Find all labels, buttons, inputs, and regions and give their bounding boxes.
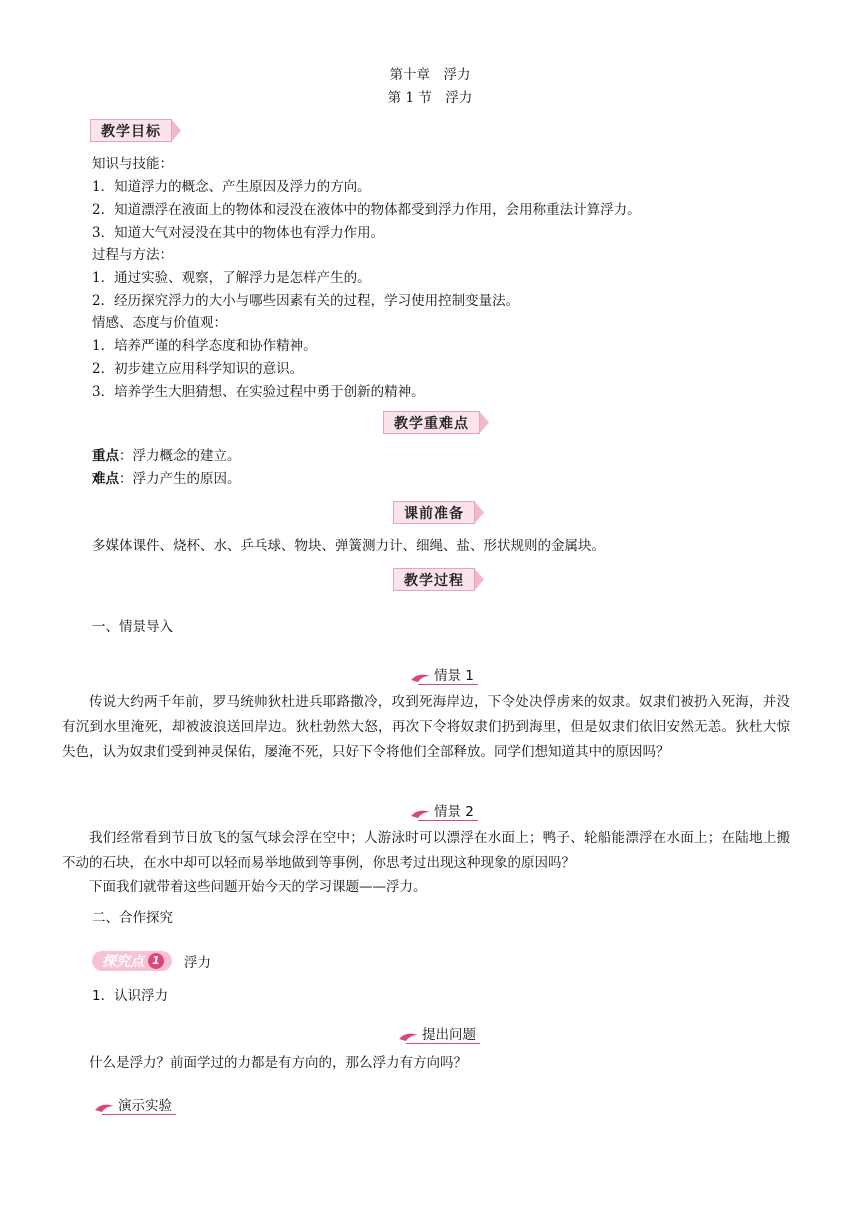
badge-process-label: 教学过程	[393, 568, 475, 591]
badge-prep	[393, 501, 485, 524]
question-paragraph: 什么是浮力？前面学过的力都是有方向的，那么浮力有方向吗？	[89, 1055, 467, 1071]
probe-badge	[92, 951, 172, 971]
difficult-point-line	[92, 469, 241, 489]
key-point-label: 重点	[92, 448, 119, 464]
difficult-point-text: ：浮力产生的原因。	[119, 471, 241, 487]
probe-label: 探究点	[102, 954, 144, 970]
badge-arrow-icon	[172, 119, 182, 142]
chapter-title: 第十章 浮力	[389, 67, 471, 83]
scene2-paragraph: 我们经常看到节日放飞的氢气球会浮在空中；人游泳时可以漂浮在水面上；鸭子、轮船能漂浮在水面上；在陆地上搬不动的石块，在水中却可以轻而易举地做到等事例，你思考过出现这种现象的原因吗？	[62, 830, 790, 871]
badge-arrow-icon	[475, 568, 485, 591]
badge-process	[393, 568, 485, 591]
demo-label: 演示实验	[118, 1094, 172, 1114]
question-label: 提出问题	[422, 1023, 476, 1043]
badge-arrow-icon	[480, 411, 490, 434]
question-heading	[398, 1023, 476, 1043]
key-point-text: ：浮力概念的建立。	[119, 448, 241, 464]
attitude-item: 2．初步建立应用科学知识的意识。	[92, 361, 304, 377]
difficult-point-label: 难点	[92, 471, 119, 487]
knowledge-heading: 知识与技能：	[92, 156, 173, 172]
pen-swoosh-icon	[398, 1029, 420, 1043]
prep-text: 多媒体课件、烧杯、水、乒乓球、物块、弹簧测力计、细绳、盐、形状规则的金属块。	[92, 538, 605, 554]
probe-number: 1	[148, 953, 164, 969]
process-heading: 过程与方法：	[92, 247, 173, 263]
knowledge-item: 3．知道大气对浸没在其中的物体也有浮力作用。	[92, 225, 385, 241]
scene1-label: 情景 1	[434, 664, 474, 684]
scene2-label: 情景 2	[434, 800, 474, 820]
probe-topic: 浮力	[184, 955, 211, 971]
scene1-heading	[410, 664, 474, 684]
key-point-line	[92, 446, 241, 466]
attitude-item: 1．培养严谨的科学态度和协作精神。	[92, 338, 317, 354]
step1-title: 1．认识浮力	[92, 988, 169, 1004]
knowledge-item: 2．知道漂浮在液面上的物体和浸没在液体中的物体都受到浮力作用，会用称重法计算浮力。	[92, 202, 641, 218]
process-item: 2．经历探究浮力的大小与哪些因素有关的过程，学习使用控制变量法。	[92, 293, 520, 309]
probe-heading	[92, 951, 211, 971]
part1-title: 一、情景导入	[92, 619, 173, 635]
pen-swoosh-icon	[94, 1100, 116, 1114]
badge-goals	[90, 119, 182, 142]
badge-key-points	[383, 411, 490, 434]
scene2-heading	[410, 800, 474, 820]
knowledge-item: 1．知道浮力的概念、产生原因及浮力的方向。	[92, 179, 371, 195]
badge-key-points-label: 教学重难点	[383, 411, 480, 434]
badge-arrow-icon	[475, 501, 485, 524]
scene1-paragraph: 传说大约两千年前，罗马统帅狄杜进兵耶路撒冷，攻到死海岸边，下令处决俘虏来的奴隶。奴隶们被扔入死海，并没有沉到水里淹死，却被波浪送回岸边。狄杜勃然大怒，再次下令将奴隶们扔到海里，但是奴隶们依旧安然无恙。狄杜大惊失色，认为奴隶们受到神灵保佑，屡淹不死，只好下令将他们全部释放。同学们想知道其中的原因吗？	[62, 694, 790, 760]
badge-prep-label: 课前准备	[393, 501, 475, 524]
pen-swoosh-icon	[410, 806, 432, 820]
part2-title: 二、合作探究	[92, 910, 173, 926]
attitude-heading: 情感、态度与价值观：	[92, 315, 227, 331]
section-title: 第 1 节 浮力	[387, 90, 473, 106]
pen-swoosh-icon	[410, 670, 432, 684]
attitude-item: 3．培养学生大胆猜想、在实验过程中勇于创新的精神。	[92, 384, 425, 400]
demo-heading	[94, 1094, 172, 1114]
process-item: 1．通过实验、观察，了解浮力是怎样产生的。	[92, 270, 371, 286]
badge-goals-label: 教学目标	[90, 119, 172, 142]
transition-paragraph: 下面我们就带着这些问题开始今天的学习课题——浮力。	[89, 879, 427, 895]
